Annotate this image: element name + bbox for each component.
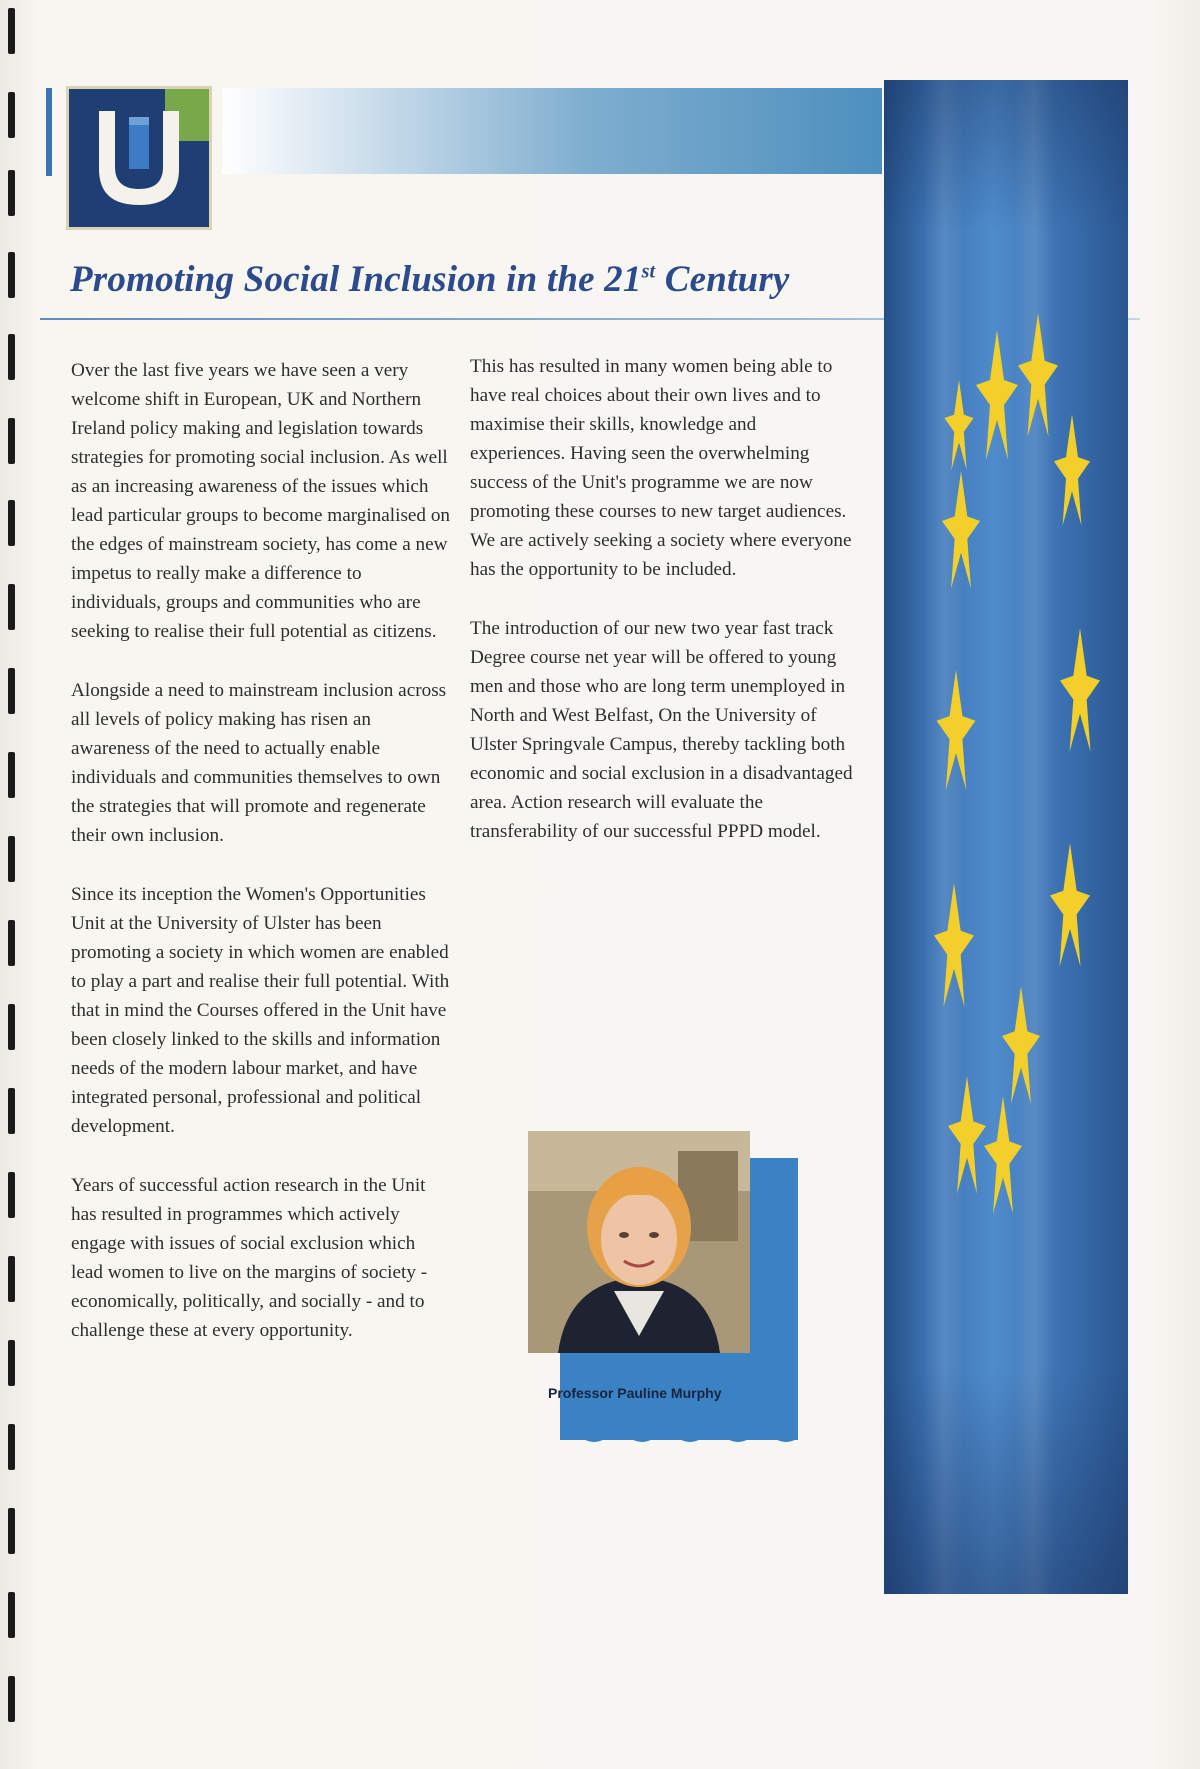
star-icon	[936, 670, 976, 790]
star-icon	[948, 1070, 986, 1200]
paragraph: Years of successful action research in the Unit has resulted in programmes which actively engage with issues of social exclusion which lead women to live on the margins of society - economically, politically, and socially - and to challenge these at every opportunity.	[71, 1175, 428, 1341]
paragraph: Over the last five years we have seen a very welcome shift in European, UK and Northern Ireland policy making and legislation towards strategies for promoting social inclusion. As well as an increasing awareness of the issues which lead particular groups to become marginalised on the edges of mainstream society, has come a new impetus to really make a difference to individuals, groups and communities who are seeking to realise their full potential as citizens.	[71, 360, 451, 642]
university-logo	[66, 86, 212, 230]
page-title: Promoting Social Inclusion in the 21st Century	[70, 259, 790, 300]
paragraph: The introduction of our new two year fast track Degree course net year will be offered to young men and those who are long term unemployed in North and West Belfast, On the University of Ulster Springvale Campus, thereby tackling both economic and social exclusion in a disadvantaged area. Action research will evaluate the transferability of our successful PPPD model.	[470, 618, 853, 842]
spiral-binding	[6, 0, 20, 1769]
wave-edge	[560, 1430, 798, 1448]
star-icon	[942, 470, 980, 590]
paragraph: Alongside a need to mainstream inclusion across all levels of policy making has risen an awareness of the need to actually enable individuals and communities themselves to own the strategies that will promote and regenerate their own inclusion.	[71, 680, 447, 846]
logo-accent-bar	[46, 88, 52, 176]
portrait-photo	[528, 1131, 750, 1353]
right-column	[470, 352, 855, 876]
portrait-image	[528, 1131, 750, 1353]
star-icon	[1054, 410, 1090, 530]
photo-caption: Professor Pauline Murphy	[548, 1385, 722, 1401]
star-icon	[1018, 310, 1058, 440]
star-icon	[1050, 840, 1090, 970]
paragraph: Since its inception the Women's Opportunities Unit at the University of Ulster has been promoting a society in which women are enabled to play a part and realise their full potential. With that in mind the Courses offered in the Unit have been closely linked to the skills and information needs of the modern labour market, and have integrated personal, professional and political development.	[71, 884, 450, 1137]
paragraph: This has resulted in many women being able to have real choices about their own lives and to maximise their skills, knowledge and experiences. Having seen the overwhelming success of the Unit's programme we are now promoting these courses to new target audiences. We are actively seeking a society where everyone has the opportunity to be included.	[470, 356, 852, 580]
star-icon	[1060, 625, 1100, 755]
flag-shading	[884, 80, 1128, 1594]
star-icon	[984, 1090, 1022, 1220]
eu-flag-image	[884, 80, 1128, 1594]
left-column	[71, 356, 451, 1375]
logo-u-icon	[93, 107, 185, 211]
star-icon	[976, 330, 1018, 460]
star-icon	[944, 380, 974, 470]
header-gradient-band	[222, 88, 882, 174]
star-icon	[934, 880, 974, 1010]
